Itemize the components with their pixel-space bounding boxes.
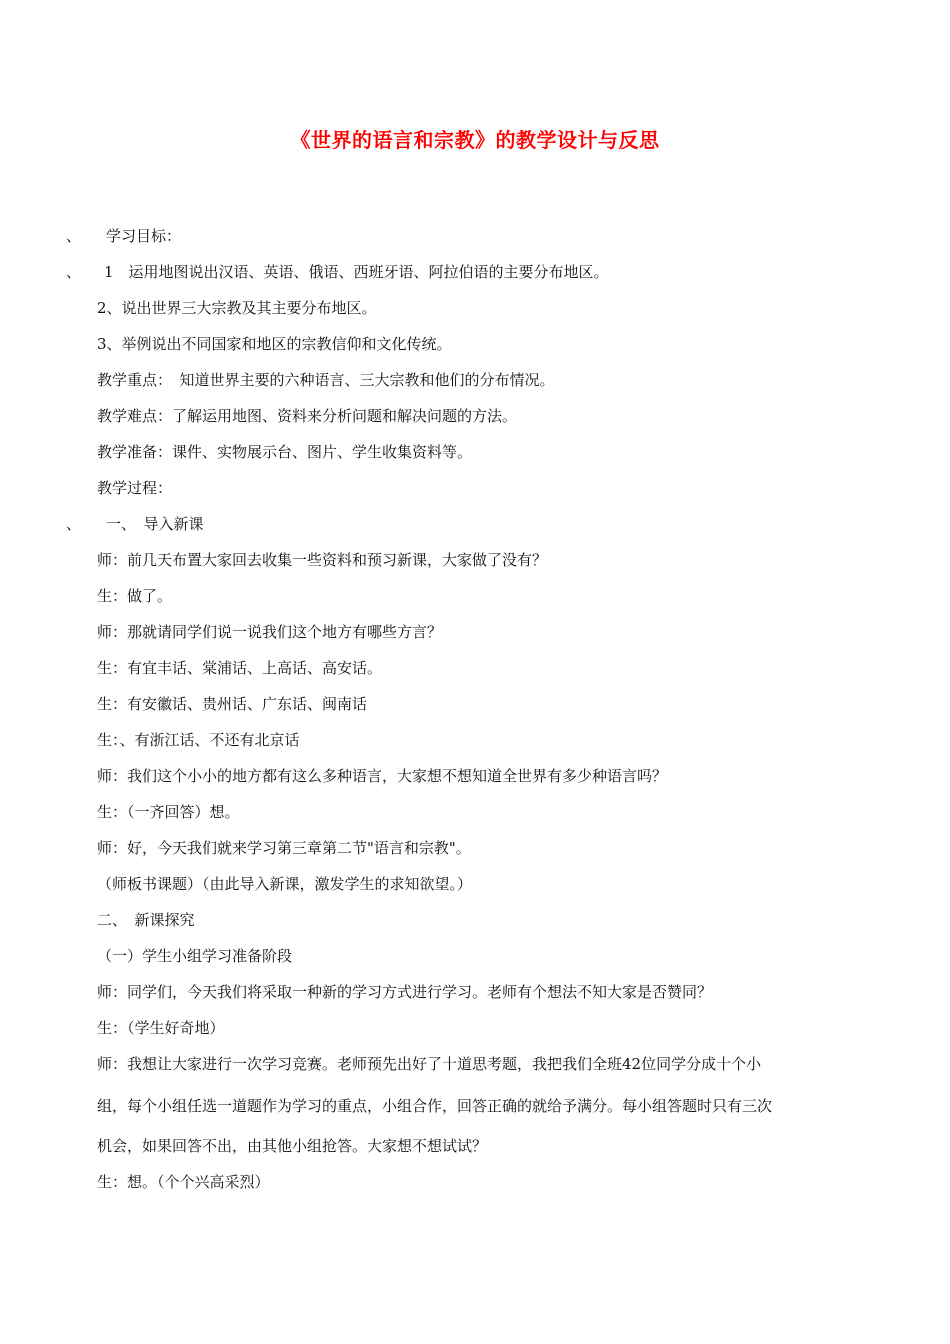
paragraph-line: 教学准备：课件、实物展示台、图片、学生收集资料等。 (97, 443, 473, 461)
dialogue-line: 生：（学生好奇地） (97, 1019, 225, 1037)
dialogue-line: 生：（一齐回答）想。 (97, 803, 240, 821)
dialogue-line: 师：同学们，今天我们将采取一种新的学习方式进行学习。老师有个想法不知大家是否赞同？ (97, 983, 713, 1001)
section-heading-intro: 一、 导入新课 (106, 515, 204, 533)
subsection-heading: （一）学生小组学习准备阶段 (97, 947, 293, 965)
dialogue-line: 生：有安徽话、贵州话、广东话、闽南话 (97, 695, 368, 713)
dialogue-line: 师：前几天布置大家回去收集一些资料和预习新课，大家做了没有？ (97, 551, 548, 569)
paragraph-line: 1 运用地图说出汉语、英语、俄语、西班牙语、阿拉伯语的主要分布地区。 (104, 263, 609, 281)
paragraph-line: 教学重点： 知道世界主要的六种语言、三大宗教和他们的分布情况。 (97, 371, 555, 389)
paragraph-line: （师板书课题）（由此导入新课，激发学生的求知欲望。） (97, 875, 473, 893)
dialogue-line: 生：想。（个个兴高采烈） (97, 1173, 270, 1191)
dialogue-line: 师：那就请同学们说一说我们这个地方有哪些方言？ (97, 623, 443, 641)
bullet-mark: 、 (66, 227, 82, 245)
dialogue-line: 师：我们这个小小的地方都有这么多种语言，大家想不想知道全世界有多少种语言吗？ (97, 767, 668, 785)
dialogue-line: 生：、有浙江话、不还有北京话 (97, 731, 300, 749)
dialogue-line: 师：好，今天我们就来学习第三章第二节"语言和宗教"。 (97, 839, 471, 857)
dialogue-line: 生：做了。 (97, 587, 173, 605)
paragraph-line: 教学难点：了解运用地图、资料来分析问题和解决问题的方法。 (97, 407, 518, 425)
paragraph-line: 3、举例说出不同国家和地区的宗教信仰和文化传统。 (97, 335, 452, 353)
bullet-mark: 、 (66, 263, 82, 281)
paragraph-line: 2、说出世界三大宗教及其主要分布地区。 (97, 299, 377, 317)
paragraph-line: 教学过程： (97, 479, 173, 497)
dialogue-line: 师：我想让大家进行一次学习竞赛。老师预先出好了十道思考题，我把我们全班42位同学分成十个小 (97, 1055, 762, 1073)
dialogue-line: 组，每个小组任选一道题作为学习的重点，小组合作，回答正确的就给予满分。每小组答题时只有三次 (97, 1097, 773, 1115)
section-heading-explore: 二、 新课探究 (97, 911, 195, 929)
bullet-mark: 、 (66, 515, 82, 533)
document-title: 《世界的语言和宗教》的教学设计与反思 (290, 128, 660, 152)
section-heading-objectives: 学习目标： (106, 227, 182, 245)
dialogue-line: 生：有宜丰话、棠浦话、上高话、高安话。 (97, 659, 383, 677)
dialogue-line: 机会，如果回答不出，由其他小组抢答。大家想不想试试？ (97, 1137, 488, 1155)
